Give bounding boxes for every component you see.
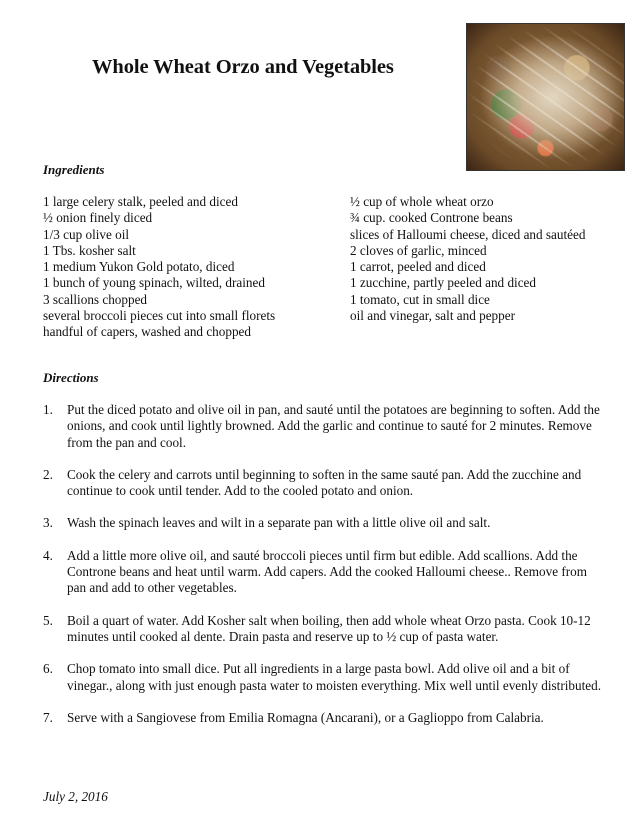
food-photo-icon bbox=[467, 24, 624, 170]
ingredients-right-column bbox=[350, 194, 585, 324]
step-text: Wash the spinach leaves and wilt in a separate pan with a little olive oil and salt. bbox=[67, 515, 491, 531]
ingredient-item: 1/3 cup olive oil bbox=[43, 226, 130, 242]
recipe-title: Whole Wheat Orzo and Vegetables bbox=[92, 56, 394, 78]
ingredient-item: oil and vinegar, salt and pepper bbox=[350, 308, 515, 324]
ingredient-item: 1 zucchine, partly peeled and diced bbox=[350, 275, 537, 291]
directions-list bbox=[43, 402, 603, 726]
directions-heading: Directions bbox=[43, 370, 99, 385]
step-number: 1. bbox=[43, 402, 53, 417]
ingredient-item: ¾ cup. cooked Controne beans bbox=[350, 210, 513, 226]
step-text: Put the diced potato and olive oil in pan, and sauté until the potatoes are beginning to soften. Add the onions, and cook until lightly browned. Add the garlic and continue to sauté for 2 minutes. Remove from the pan and cool. bbox=[67, 402, 600, 450]
step-text: Cook the celery and carrots until beginning to soften in the same sauté pan. Add the zucchine and continue to cook until tender. Add to the cooled potato and onion. bbox=[67, 466, 582, 499]
ingredient-item: 1 tomato, cut in small dice bbox=[350, 291, 490, 307]
ingredient-item: 2 cloves of garlic, minced bbox=[350, 242, 487, 258]
ingredient-item: ½ onion finely diced bbox=[43, 210, 153, 226]
direction-step bbox=[43, 613, 603, 646]
dish-photo bbox=[466, 23, 625, 171]
step-number: 4. bbox=[43, 547, 53, 563]
ingredients-left-column bbox=[43, 194, 275, 341]
ingredient-item: 1 bunch of young spinach, wilted, drained bbox=[43, 275, 265, 291]
direction-step bbox=[43, 548, 603, 597]
step-text: Boil a quart of water. Add Kosher salt when boiling, then add whole wheat Orzo pasta. Cook 10-12 minutes until cooked al dente. Drain pasta and reserve up to ½ cup of pasta water. bbox=[67, 612, 591, 644]
ingredient-item: several broccoli pieces cut into small florets bbox=[43, 308, 276, 324]
direction-step bbox=[43, 467, 603, 500]
ingredient-item: 1 carrot, peeled and diced bbox=[350, 259, 486, 275]
ingredient-item: 1 medium Yukon Gold potato, diced bbox=[43, 259, 235, 275]
ingredient-item: slices of Halloumi cheese, diced and sautéed bbox=[350, 226, 586, 242]
step-number: 6. bbox=[43, 661, 53, 677]
step-text: Chop tomato into small dice. Put all ingredients in a large pasta bowl. Add olive oil and a bit of vinegar., along with just enough pasta water to moisten everything. Mix well until evenly distributed. bbox=[67, 661, 601, 693]
ingredient-item: handful of capers, washed and chopped bbox=[43, 324, 251, 340]
direction-step bbox=[43, 402, 603, 451]
step-number: 7. bbox=[43, 709, 53, 725]
ingredient-item: ½ cup of whole wheat orzo bbox=[350, 194, 494, 209]
ingredient-item: 1 large celery stalk, peeled and diced bbox=[43, 194, 238, 209]
direction-step bbox=[43, 661, 603, 694]
direction-step bbox=[43, 515, 603, 531]
ingredient-item: 1 Tbs. kosher salt bbox=[43, 242, 136, 258]
direction-step bbox=[43, 710, 603, 726]
ingredient-item: 3 scallions chopped bbox=[43, 291, 148, 307]
step-number: 2. bbox=[43, 466, 53, 482]
recipe-date: July 2, 2016 bbox=[43, 789, 108, 804]
step-number: 3. bbox=[43, 515, 53, 531]
ingredients-heading: Ingredients bbox=[43, 162, 105, 177]
step-number: 5. bbox=[43, 612, 53, 628]
step-text: Serve with a Sangiovese from Emilia Romagna (Ancarani), or a Gaglioppo from Calabria. bbox=[67, 709, 544, 725]
step-text: Add a little more olive oil, and sauté broccoli pieces until firm but edible. Add scallions. Add the Controne beans and heat until warm. Add capers. Add the cooked Halloumi cheese.. Remove from pan and add to other vegetables. bbox=[67, 547, 588, 596]
